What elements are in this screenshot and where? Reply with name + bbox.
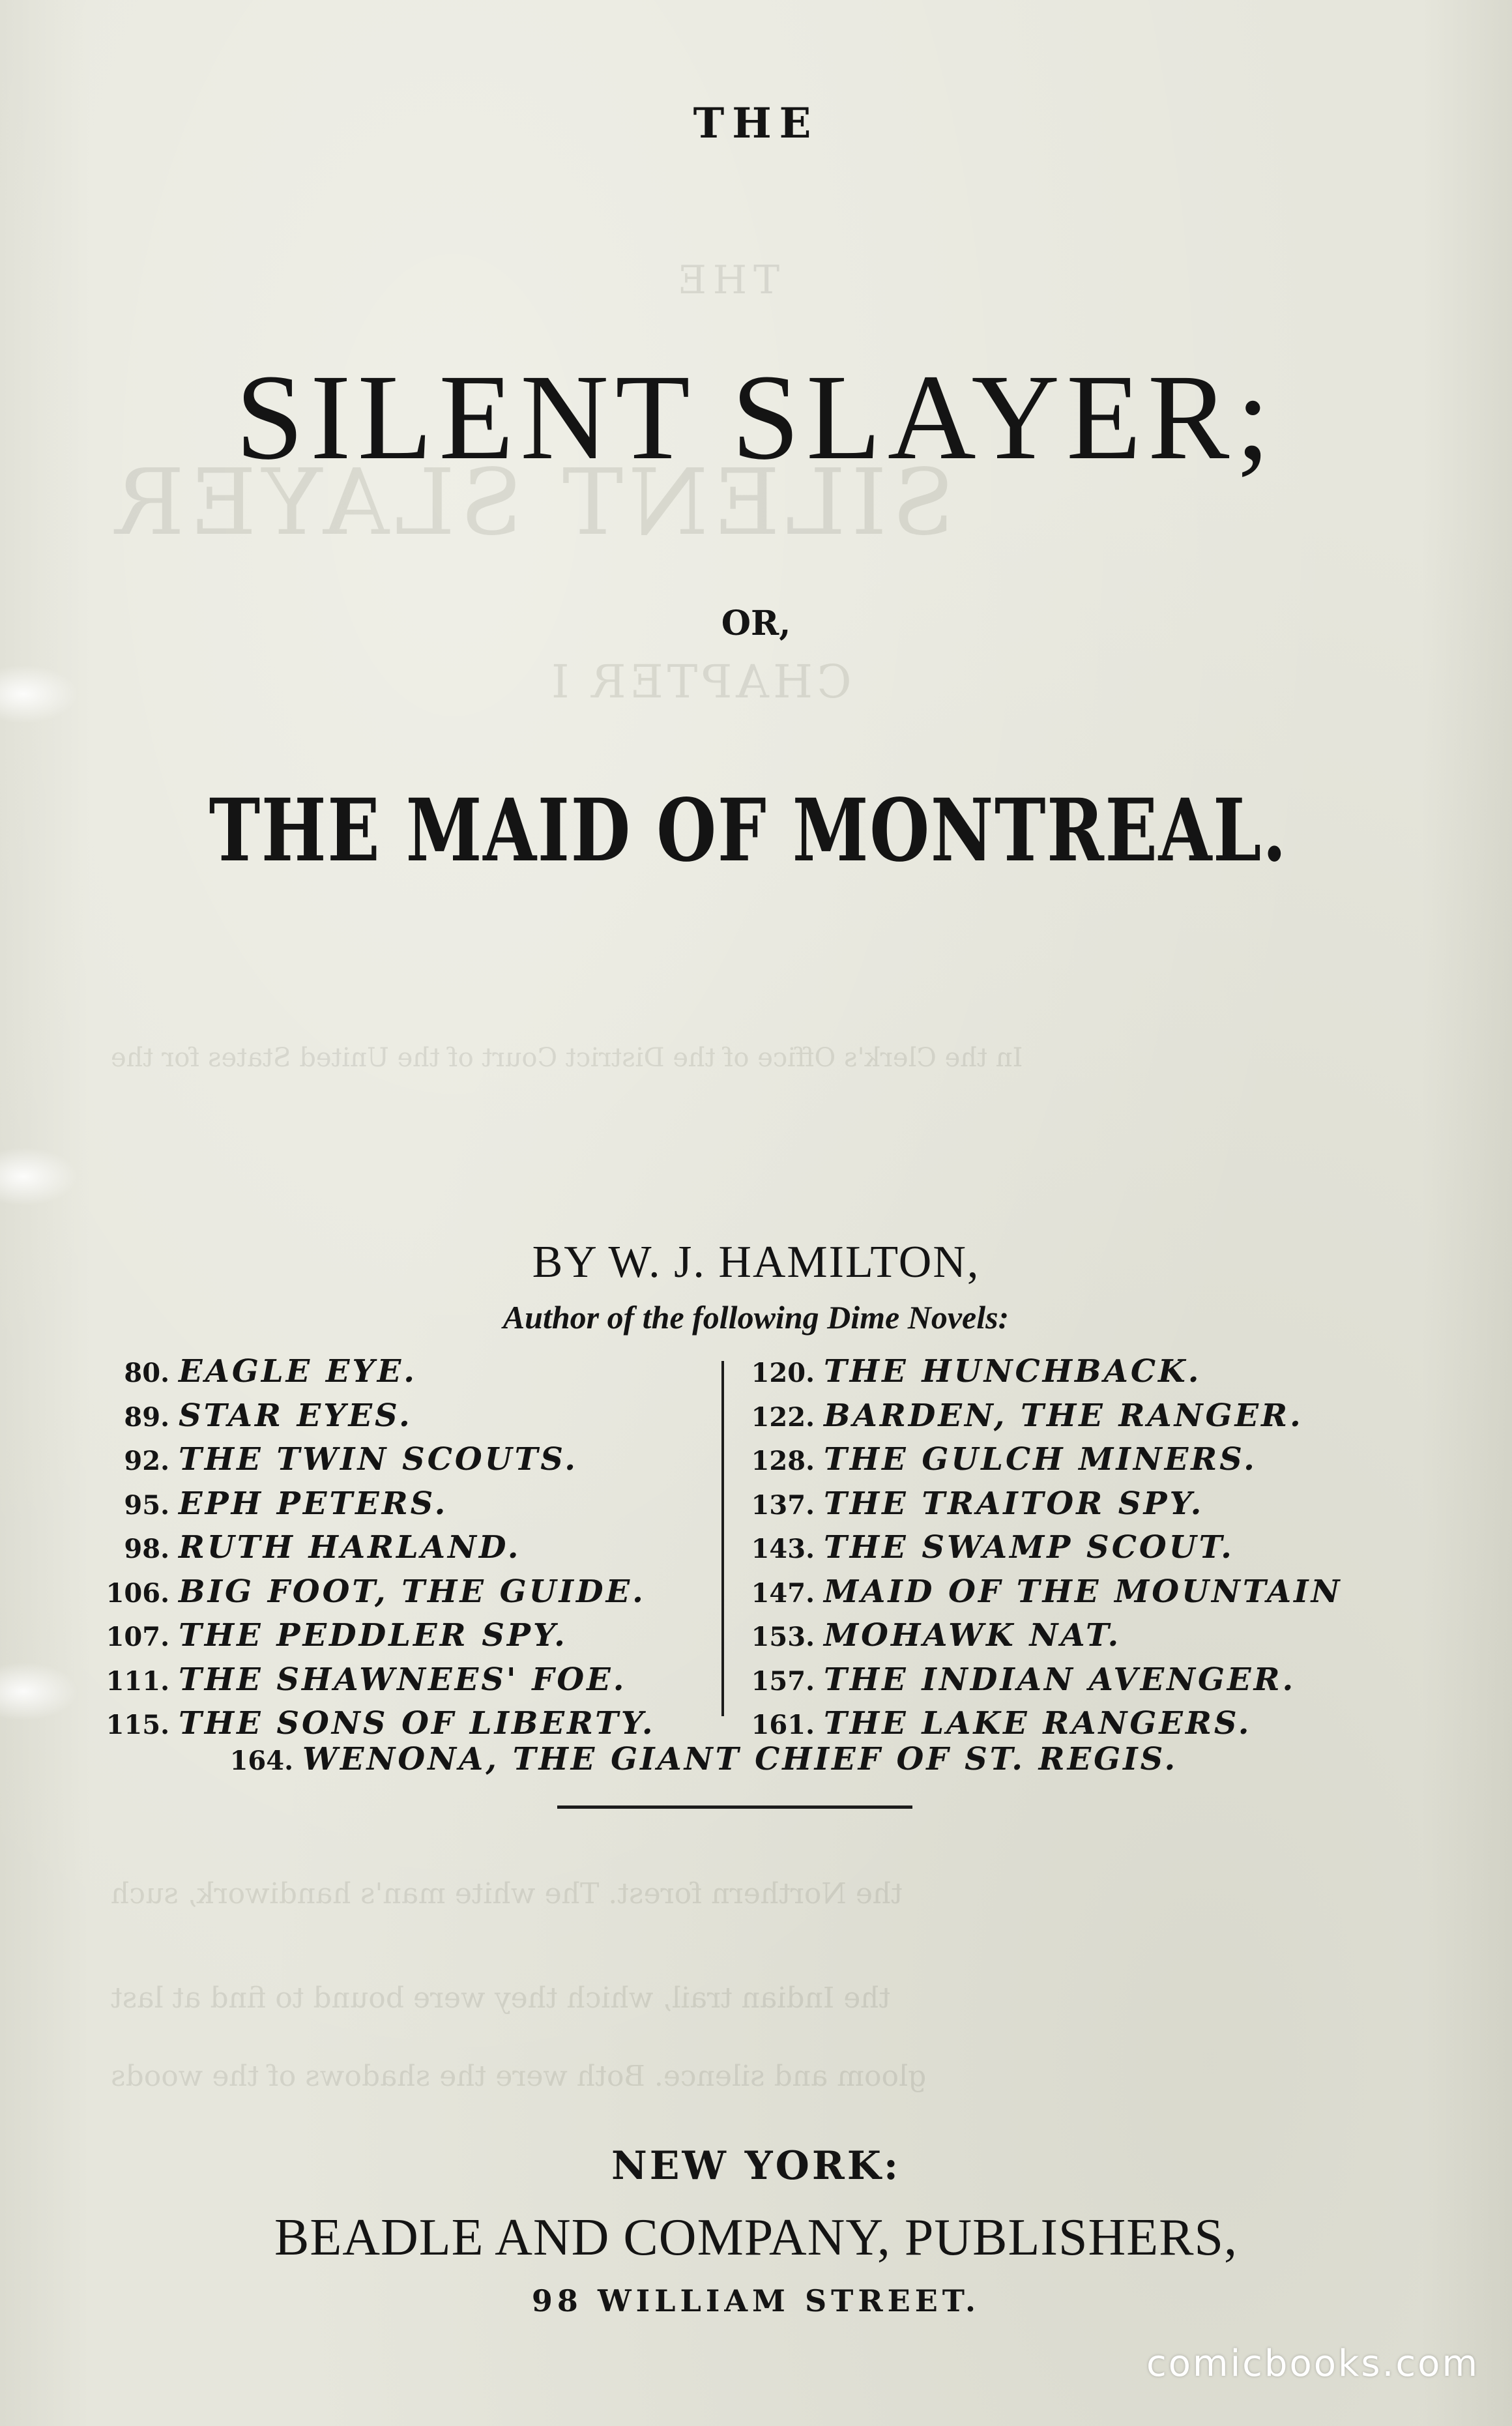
list-item [98,1570,656,1614]
novel-number: 98. [124,1534,169,1564]
novel-number: 111. [106,1665,169,1697]
novel-number: 89. [124,1401,169,1433]
novel-title: THE HUNCHBACK. [824,1353,1202,1390]
show-through-decoration: the Indian trail, which they were bound to find at last [111,1981,891,2015]
novel-title: WENONA, THE GIANT CHIEF OF ST. REGIS. [302,1741,1178,1777]
novel-title: RUTH HARLAND. [179,1529,521,1566]
list-item [743,1570,1342,1614]
list-item [98,1482,656,1526]
novel-title: MOHAWK NAT. [824,1617,1122,1654]
novel-title: THE SHAWNEES' FOE. [179,1661,627,1698]
novel-number: 92. [124,1446,169,1476]
list-item [98,1437,656,1482]
novel-number: 115. [106,1710,169,1740]
novel-title: EAGLE EYE. [179,1353,418,1390]
author-byline: BY W. J. HAMILTON, [532,1237,980,1287]
novel-title: THE PEDDLER SPY. [179,1617,568,1654]
novel-title: THE LAKE RANGERS. [824,1705,1252,1742]
novel-number: 143. [751,1534,815,1564]
novel-title: STAR EYES. [179,1397,413,1434]
list-item [98,1525,656,1570]
list-item [98,1613,656,1658]
novel-number: 107. [106,1622,169,1652]
list-item [743,1613,1342,1658]
novel-title: THE TRAITOR SPY. [824,1485,1204,1522]
novel-title: THE GULCH MINERS. [824,1441,1257,1478]
main-title: SILENT SLAYER; [235,349,1277,485]
publisher-name: BEADLE AND COMPANY, PUBLISHERS, [274,2209,1238,2266]
horizontal-rule [557,1805,912,1809]
novel-title: THE INDIAN AVENGER. [824,1661,1296,1698]
novel-number: 95. [124,1489,169,1521]
title-conjunction: OR, [721,604,791,643]
list-item [222,1738,1178,1789]
show-through-decoration: the Northern forest. The white man's handiwork, such [111,1877,903,1910]
novel-number: 164. [229,1746,293,1776]
list-item [98,1394,656,1438]
show-through-decoration: gloom and silence. Both were the shadows of the woods [111,2060,927,2093]
list-item [743,1437,1342,1482]
publisher-address: 98 WILLIAM STREET. [531,2283,981,2318]
novel-list-right-column [743,1349,1342,1746]
novel-number: 106. [106,1577,169,1609]
novel-number: 80. [124,1358,169,1388]
list-item [743,1349,1342,1394]
show-through-decoration: CHAPTER I [547,655,852,709]
show-through-decoration: In the Clerk's Office of the District Court of the United States for the [111,1043,1023,1073]
list-item [743,1658,1342,1702]
novel-title: MAID OF THE MOUNTAIN [824,1573,1343,1610]
novel-number: 147. [751,1577,815,1609]
novel-number: 161. [751,1710,815,1740]
novel-title: THE SWAMP SCOUT. [824,1529,1234,1566]
novel-title: EPH PETERS. [179,1485,448,1522]
column-divider [721,1361,724,1716]
show-through-decoration: THE [671,257,780,303]
novel-title: THE TWIN SCOUTS. [179,1441,578,1478]
title-article: THE [693,99,819,148]
binding-hole [0,665,78,723]
list-item [98,1658,656,1702]
novel-title: THE SONS OF LIBERTY. [179,1705,656,1742]
novel-number: 122. [751,1401,815,1433]
novel-number: 137. [751,1489,815,1521]
list-item [743,1482,1342,1526]
novel-number: 157. [751,1665,815,1697]
list-item [98,1349,656,1394]
show-through-decoration: SILENT SLAYER [111,450,955,556]
author-of-heading: Author of the following Dime Novels: [502,1299,1010,1336]
novel-list [0,1349,1512,1740]
subtitle: THE MAID OF MONTREAL. [209,780,1288,881]
binding-hole [0,1147,78,1206]
novel-list-left-column [98,1349,656,1746]
novel-number: 120. [751,1358,815,1388]
novel-number: 128. [751,1446,815,1476]
novel-title: BARDEN, THE RANGER. [824,1397,1303,1434]
publisher-city: NEW YORK: [611,2143,901,2189]
list-item [743,1525,1342,1570]
novel-title: BIG FOOT, THE GUIDE. [179,1573,646,1610]
watermark: comicbooks.com [1146,2343,1479,2385]
list-item [743,1394,1342,1438]
novel-number: 153. [751,1622,815,1652]
